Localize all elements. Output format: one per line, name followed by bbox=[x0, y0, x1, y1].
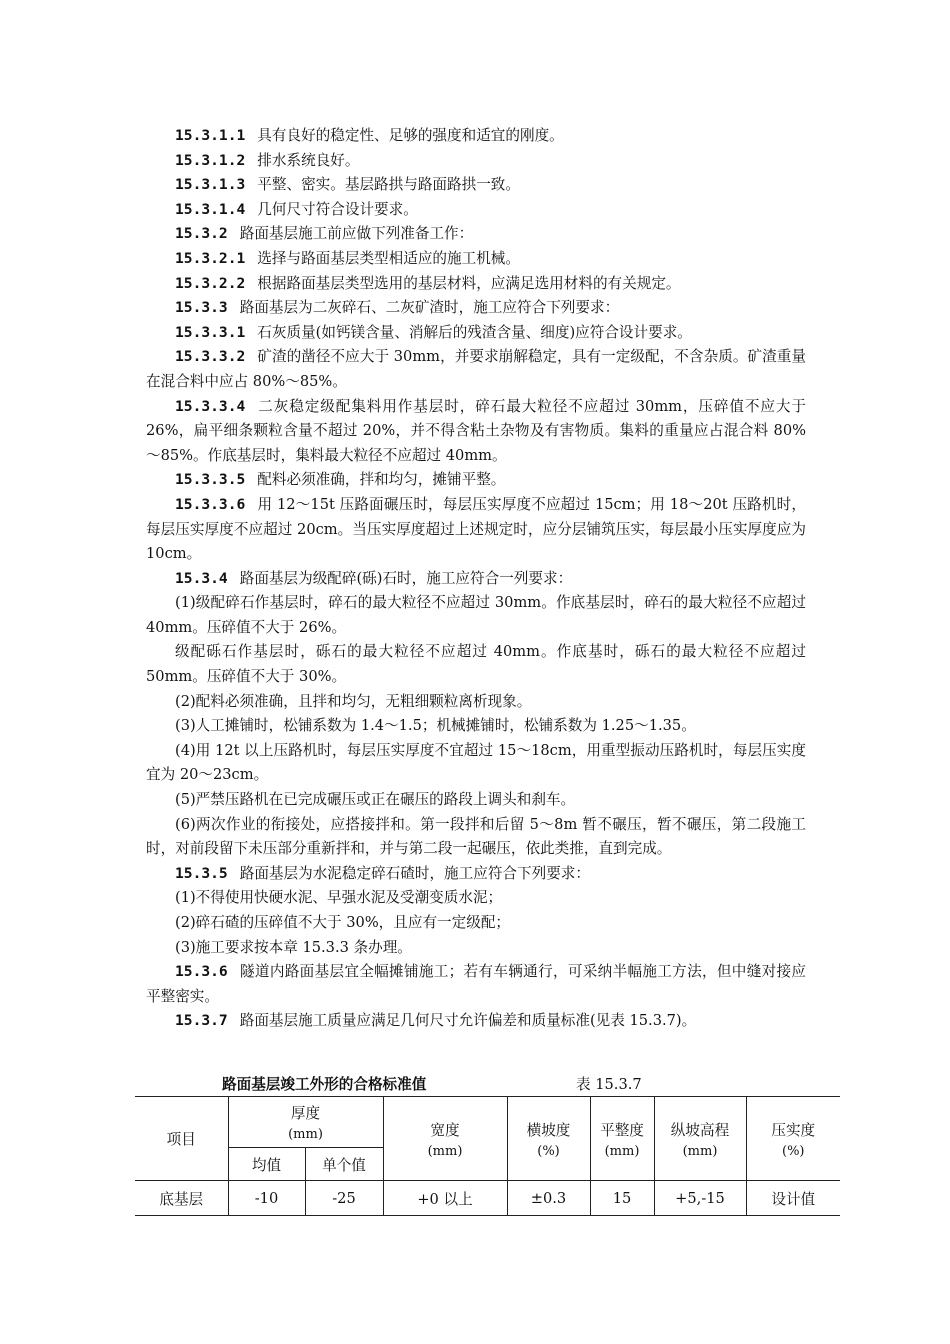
clause-text: (3)施工要求按本章 15.3.3 条办理。 bbox=[175, 938, 412, 956]
header-compaction: 压实度 (%) bbox=[746, 1097, 840, 1181]
clause-text: 隧道内路面基层宜全幅摊铺施工；若有车辆通行，可采纳半幅施工方法，但中缝对接应平整密实。 bbox=[146, 963, 806, 1005]
clause-text: 路面基层为水泥稳定碎石碴时，施工应符合下列要求： bbox=[239, 864, 590, 882]
paragraph bbox=[146, 591, 806, 640]
clause-number: 15.3.4 bbox=[175, 569, 228, 587]
clause-number: 15.3.3 bbox=[175, 299, 228, 317]
clause-text: (1)级配碎石作基层时，碎石的最大粒径不应超过 30mm。作底基层时，碎石的最大粒径不应超过 40mm。压碎值不大于 26%。 bbox=[146, 594, 806, 636]
header-longitudinal-elevation: 纵坡高程 (mm) bbox=[654, 1097, 746, 1181]
paragraph bbox=[146, 886, 806, 911]
clause-text: 排水系统良好。 bbox=[257, 151, 360, 169]
clause-text: (1)不得使用快硬水泥、早强水泥及受潮变质水泥； bbox=[175, 889, 503, 907]
clause-number: 15.3.3.2 bbox=[175, 348, 246, 366]
clause-text: (3)人工摊铺时，松铺系数为 1.4～1.5；机械摊铺时，松铺系数为 1.25～1.35。 bbox=[175, 717, 696, 735]
header-cross-slope: 横坡度 (%) bbox=[507, 1097, 590, 1181]
clause-number: 15.3.1.2 bbox=[175, 151, 246, 169]
clause-text: 路面基层施工前应做下列准备工作： bbox=[239, 225, 474, 243]
paragraph bbox=[146, 936, 806, 961]
clause-text: 路面基层为级配碎(砾)石时，施工应符合一列要求： bbox=[239, 569, 573, 587]
paragraph bbox=[146, 149, 806, 174]
clause-text: 级配砾石作基层时，砾石的最大粒径不应超过 40mm。作底基时，砾石的最大粒径不应超过 50mm。压碎值不大于 30%。 bbox=[146, 643, 806, 686]
table-number: 表 15.3.7 bbox=[576, 1076, 642, 1093]
clause-text: 具有良好的稳定性、足够的强度和适宜的刚度。 bbox=[257, 127, 564, 144]
paragraph bbox=[146, 296, 806, 321]
clause-text: 用 12～15t 压路面碾压时，每层压实厚度不应超过 15cm；用 18～20t 压路机时，每层压实厚度不应超过 20cm。当压实厚度超过上述规定时，应分层铺筑压实，每层最小压实厚度应为 10cm。 bbox=[146, 495, 806, 563]
paragraph bbox=[146, 468, 806, 493]
table-caption bbox=[222, 1073, 822, 1094]
clause-text: (5)严禁压路机在已完成碾压或正在碾压的路段上调头和刹车。 bbox=[175, 791, 576, 809]
cell-single: -25 bbox=[305, 1181, 383, 1216]
paragraph bbox=[146, 567, 806, 592]
clause-text: (2)配料必须准确，且拌和均匀，无粗细颗粒离析现象。 bbox=[175, 692, 532, 710]
clause-text: 路面基层施工质量应满足几何尺寸允许偏差和质量标准(见表 15.3.7)。 bbox=[239, 1012, 697, 1030]
paragraph bbox=[146, 272, 806, 297]
paragraph bbox=[146, 321, 806, 346]
clause-text: 平整、密实。基层路拱与路面路拱一致。 bbox=[257, 176, 520, 194]
paragraph bbox=[146, 714, 806, 739]
clause-text: 几何尺寸符合设计要求。 bbox=[257, 200, 418, 218]
clause-text: 石灰质量(如钙镁含量、消解后的残渣含量、细度)应符合设计要求。 bbox=[257, 323, 692, 341]
table-title: 路面基层竣工外形的合格标准值 bbox=[222, 1076, 427, 1093]
header-thickness: 厚度 (mm) bbox=[228, 1097, 383, 1148]
clause-text: (6)两次作业的衔接处，应搭接拌和。第一段拌和后留 5～8m 暂不碾压，暂不碾压，第二段施工时，对前段留下未压部分重新拌和，并与第二段一起碾压，依此类推，直到完成。 bbox=[146, 815, 806, 858]
clause-text: 二灰稳定级配集料用作基层时，碎石最大粒径不应超过 30mm，压碎值不应大于 26%，扁平细条颗粒含量不超过 20%，并不得含粘土杂物及有害物质。集料的重量应占混合料 80%～85%。作底基层时，集料最大粒径不应超过 40mm。 bbox=[146, 397, 806, 464]
header-flatness: 平整度 (mm) bbox=[590, 1097, 654, 1181]
paragraph bbox=[146, 247, 806, 272]
clause-text: (2)碎石碴的压碎值不大于 30%，且应有一定级配； bbox=[175, 914, 511, 931]
clause-number: 15.3.1.3 bbox=[175, 176, 246, 194]
clause-number: 15.3.7 bbox=[175, 1012, 228, 1030]
clause-number: 15.3.6 bbox=[175, 963, 228, 981]
paragraph bbox=[146, 222, 806, 247]
clause-number: 15.3.3.6 bbox=[175, 495, 246, 513]
paragraph bbox=[146, 173, 806, 198]
clause-text: 矿渣的凿径不应大于 30mm，并要求崩解稳定，具有一定级配，不含杂质。矿渣重量在混合料中应占 80%～85%。 bbox=[146, 348, 806, 390]
header-avg: 均值 bbox=[228, 1148, 305, 1181]
clause-number: 15.3.3.1 bbox=[175, 323, 246, 341]
table-row bbox=[135, 1181, 840, 1216]
clause-text: 路面基层为二灰碎石、二灰矿渣时，施工应符合下列要求： bbox=[239, 299, 620, 317]
paragraph bbox=[146, 198, 806, 223]
clause-number: 15.3.2.1 bbox=[175, 249, 246, 267]
cell-cross-slope: ±0.3 bbox=[507, 1181, 590, 1216]
paragraph bbox=[146, 345, 806, 394]
header-item: 项目 bbox=[135, 1097, 228, 1181]
paragraph bbox=[146, 395, 806, 469]
clause-number: 15.3.1.4 bbox=[175, 200, 246, 218]
paragraph bbox=[146, 788, 806, 813]
clause-text: 根据路面基层类型选用的基层材料，应满足选用材料的有关规定。 bbox=[257, 274, 681, 292]
clause-text: (4)用 12t 以上压路机时，每层压实厚度不宜超过 15～18cm，用重型振动压路机时，每层压实度宜为 20～23cm。 bbox=[146, 741, 806, 784]
cell-width: +0 以上 bbox=[383, 1181, 507, 1216]
cell-compaction: 设计值 bbox=[746, 1181, 840, 1216]
clause-number: 15.3.3.4 bbox=[175, 397, 246, 415]
clause-number: 15.3.3.5 bbox=[175, 471, 246, 489]
document-body bbox=[146, 124, 806, 1034]
paragraph bbox=[146, 1009, 806, 1034]
clause-text: 选择与路面基层类型相适应的施工机械。 bbox=[257, 249, 520, 267]
paragraph bbox=[146, 813, 806, 862]
paragraph bbox=[146, 640, 806, 689]
paragraph bbox=[146, 690, 806, 715]
clause-text: 配料必须准确，拌和均匀，摊铺平整。 bbox=[257, 471, 506, 489]
cell-item: 底基层 bbox=[135, 1181, 228, 1216]
cell-flatness: 15 bbox=[590, 1181, 654, 1216]
paragraph bbox=[146, 124, 806, 149]
paragraph bbox=[146, 862, 806, 887]
paragraph bbox=[146, 960, 806, 1009]
clause-number: 15.3.2.2 bbox=[175, 274, 246, 292]
standards-table bbox=[135, 1096, 840, 1216]
paragraph bbox=[146, 493, 806, 567]
header-single: 单个值 bbox=[305, 1148, 383, 1181]
clause-number: 15.3.1.1 bbox=[175, 127, 246, 144]
paragraph bbox=[146, 911, 806, 936]
cell-longitudinal-elevation: +5,-15 bbox=[654, 1181, 746, 1216]
clause-number: 15.3.5 bbox=[175, 864, 228, 882]
clause-number: 15.3.2 bbox=[175, 225, 228, 243]
cell-avg: -10 bbox=[228, 1181, 305, 1216]
paragraph bbox=[146, 739, 806, 788]
header-width: 宽度 (mm) bbox=[383, 1097, 507, 1181]
